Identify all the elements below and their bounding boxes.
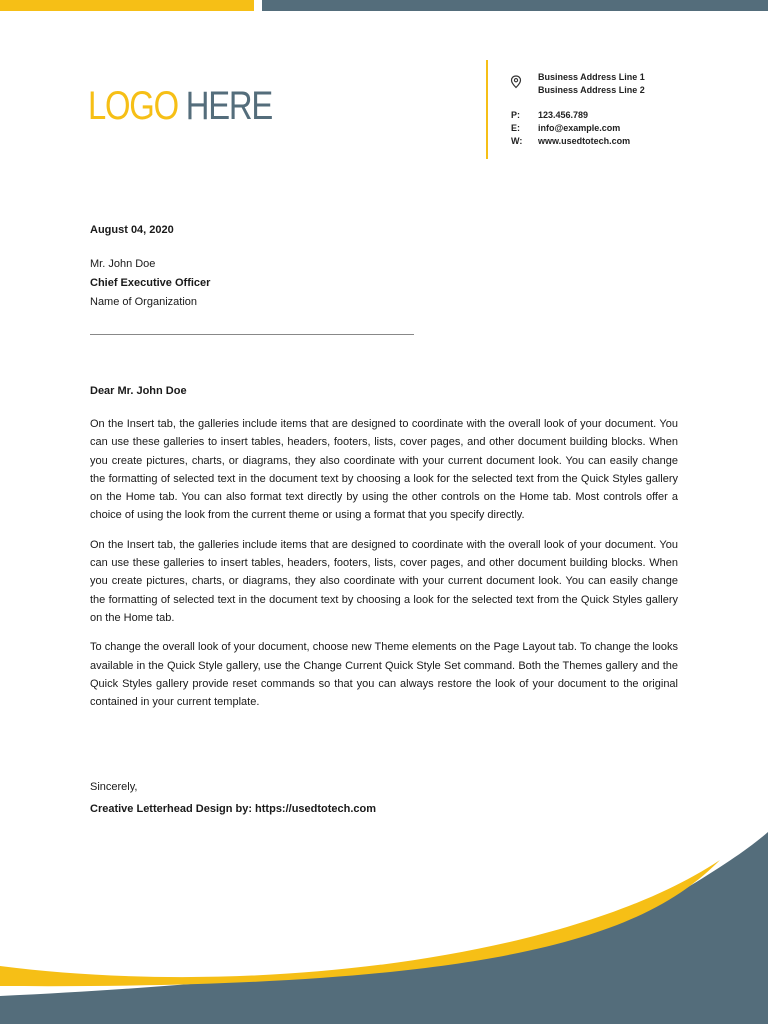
closing-block <box>90 776 376 820</box>
phone-value: 123.456.789 <box>538 110 589 120</box>
top-brand-bar <box>262 0 768 11</box>
body-paragraph: On the Insert tab, the galleries include items that are designed to coordinate with the overall look of your document. You can use these galleries to insert tables, headers, footers, lists, cover pages, and other document building blocks. When you create pictures, charts, or diagrams, they also coordinate with your current document look. You can easily change the formatting of selected text in the document text by choosing a look for the selected text from the Quick Styles gallery on the Home tab. You can also format text directly by using the other controls on the Home tab. Most controls offer a choice of using the look from the current theme or using a format that you specify directly. <box>90 418 678 522</box>
address-line-2: Business Address Line 2 <box>538 85 645 95</box>
salutation: Dear Mr. John Doe <box>90 385 187 397</box>
contact-labels <box>511 109 522 148</box>
phone-label: P: <box>511 110 520 120</box>
web-label: W: <box>511 136 523 146</box>
recipient-title: Chief Executive Officer <box>90 277 211 289</box>
recipient-organization: Name of Organization <box>90 296 197 308</box>
email-value[interactable]: info@example.com <box>538 123 621 133</box>
body-paragraph: To change the overall look of your document, choose new Theme elements on the Page Layout tab. To change the looks available in the Quick Style gallery, use the Change Current Quick Style Set command. Both the Themes gallery and the Quick Styles gallery provide reset commands so that you can always restore the look of your document to the original contained in your current template. <box>90 641 678 709</box>
footer-wave <box>0 820 768 1024</box>
separator-line <box>90 334 414 335</box>
letter-date: August 04, 2020 <box>90 224 174 236</box>
logo <box>88 84 272 129</box>
header-divider <box>486 60 488 159</box>
contact-values <box>538 109 630 148</box>
business-address <box>538 71 645 97</box>
footer-gray-wave <box>0 832 768 1024</box>
address-line-1: Business Address Line 1 <box>538 72 645 82</box>
letter-body <box>90 415 678 722</box>
recipient-name: Mr. John Doe <box>90 258 156 270</box>
recipient-block <box>90 255 210 312</box>
email-label: E: <box>511 123 520 133</box>
logo-word-2: HERE <box>185 84 272 128</box>
top-accent-bar <box>0 0 254 11</box>
signature: Creative Letterhead Design by: https://usedtotech.com <box>90 803 377 815</box>
body-paragraph: On the Insert tab, the galleries include items that are designed to coordinate with the overall look of your document. You can use these galleries to insert tables, headers, footers, lists, cover pages, and other document building blocks. When you create pictures, charts, or diagrams, they also coordinate with your current document look. You can easily change the formatting of selected text in the document text by choosing a look for the selected text from the Quick Styles gallery on the Home tab. <box>90 538 678 624</box>
logo-word-1: LOGO <box>88 84 178 128</box>
map-pin-icon <box>510 75 522 89</box>
closing-text: Sincerely, <box>90 781 138 793</box>
web-value[interactable]: www.usedtotech.com <box>538 136 631 146</box>
